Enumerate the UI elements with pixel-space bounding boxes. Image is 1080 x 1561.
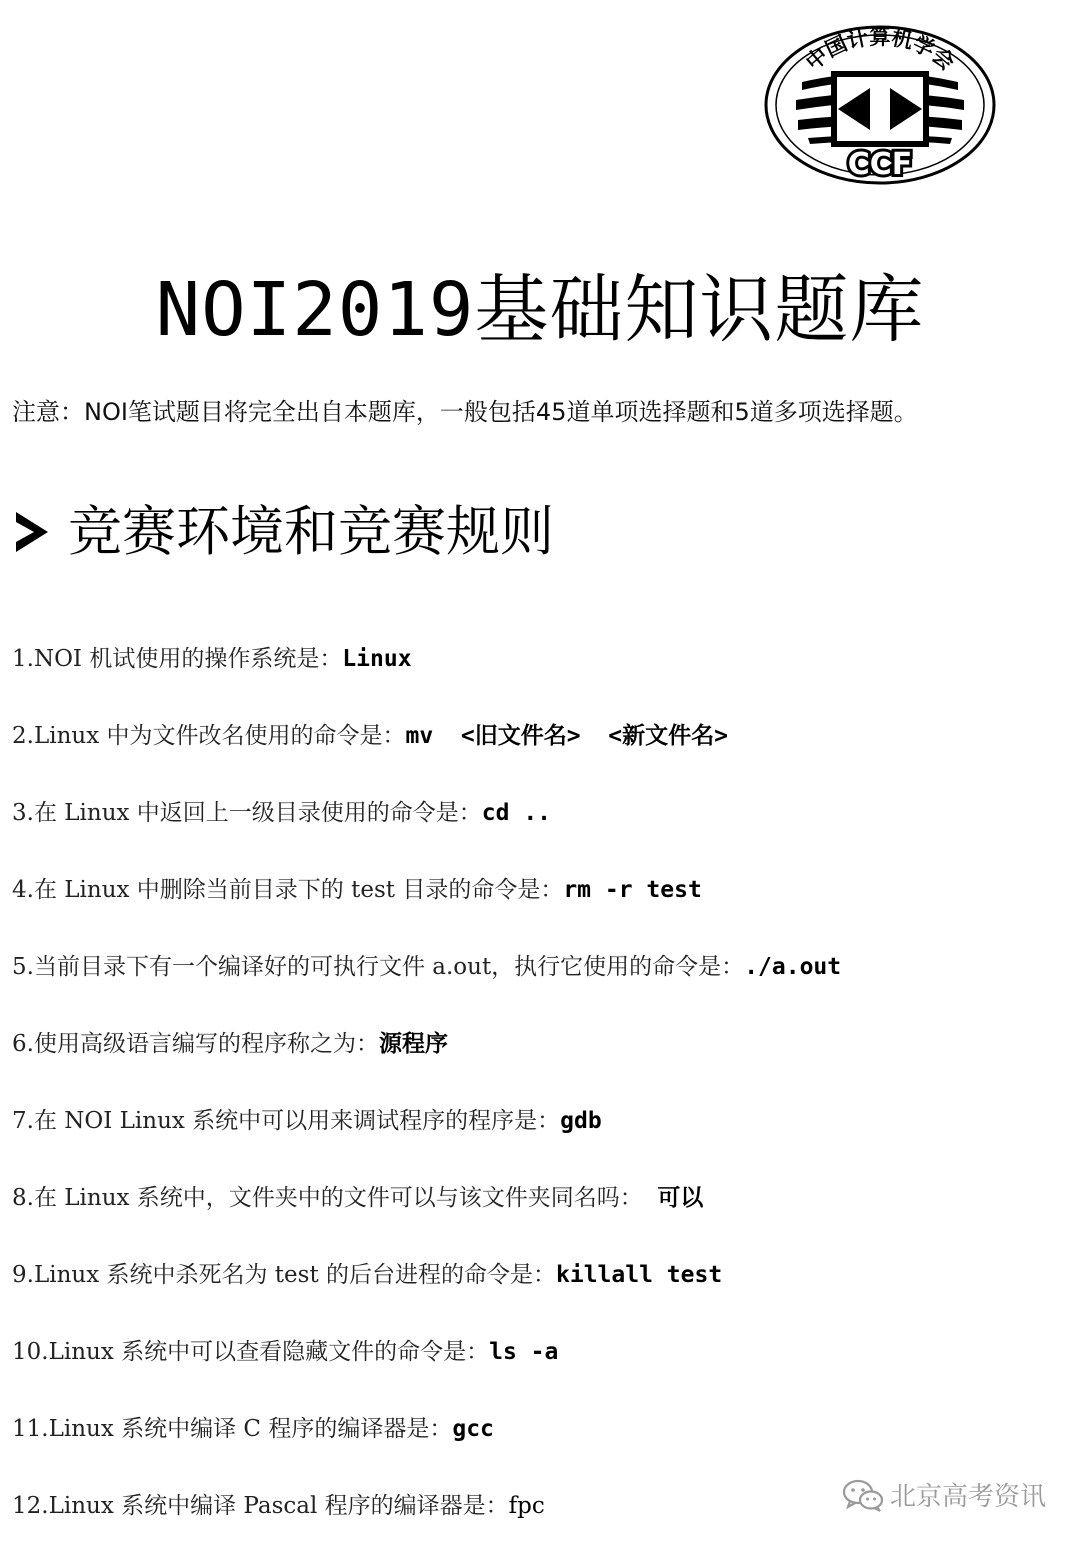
list-item bbox=[12, 1330, 841, 1407]
answer-text: ./a.out bbox=[744, 954, 842, 980]
question-text: 10.Linux 系统中可以查看隐藏文件的命令是： bbox=[12, 1339, 490, 1365]
answer-text: 源程序 bbox=[378, 1031, 448, 1057]
list-item bbox=[12, 1484, 841, 1561]
question-text: 6.使用高级语言编写的程序称之为： bbox=[12, 1031, 379, 1057]
arrow-right-icon bbox=[14, 510, 50, 554]
list-item bbox=[12, 1099, 841, 1176]
list-item bbox=[12, 714, 841, 791]
logo-text: 中国计算机学会 bbox=[801, 24, 959, 75]
answer-text: mv <旧文件名> <新文件名> bbox=[405, 723, 728, 749]
list-item bbox=[12, 1022, 841, 1099]
question-text: 8.在 Linux 系统中，文件夹中的文件可以与该文件夹同名吗： bbox=[12, 1185, 658, 1211]
question-text: 12.Linux 系统中编译 Pascal 程序的编译器是： bbox=[12, 1493, 509, 1519]
question-text: 1.NOI 机试使用的操作系统是： bbox=[12, 646, 343, 672]
notice-text: 注意：NOI笔试题目将完全出自本题库，一般包括45道单项选择题和5道多项选择题。 bbox=[12, 398, 918, 426]
answer-text: 可以 bbox=[657, 1185, 704, 1211]
answer-text: ls -a bbox=[489, 1339, 559, 1365]
list-item bbox=[12, 1253, 841, 1330]
watermark-text: 北京高考资讯 bbox=[890, 1482, 1047, 1512]
page-title: NOI2019基础知识题库 bbox=[155, 267, 925, 353]
question-text: 7.在 NOI Linux 系统中可以用来调试程序的程序是： bbox=[12, 1108, 561, 1134]
qa-list bbox=[12, 637, 841, 1561]
list-item bbox=[12, 1176, 841, 1253]
answer-text: gdb bbox=[560, 1108, 602, 1134]
question-text: 2.Linux 中为文件改名使用的命令是： bbox=[12, 723, 406, 749]
answer-text: rm -r test bbox=[563, 877, 702, 903]
answer-text: Linux bbox=[342, 646, 412, 672]
list-item bbox=[12, 637, 841, 714]
answer-text: fpc bbox=[508, 1493, 545, 1519]
section-heading bbox=[14, 494, 554, 570]
wechat-icon bbox=[842, 1477, 884, 1513]
question-text: 11.Linux 系统中编译 C 程序的编译器是： bbox=[12, 1416, 453, 1442]
question-text: 5.当前目录下有一个编译好的可执行文件 a.out，执行它使用的命令是： bbox=[12, 954, 745, 980]
list-item bbox=[12, 868, 841, 945]
question-text: 3.在 Linux 中返回上一级目录使用的命令是： bbox=[12, 800, 482, 826]
ccf-logo bbox=[762, 24, 998, 186]
watermark bbox=[842, 1476, 1046, 1513]
list-item bbox=[12, 791, 841, 868]
answer-text: cd .. bbox=[481, 800, 552, 826]
answer-text: gcc bbox=[452, 1416, 494, 1442]
list-item bbox=[12, 1407, 841, 1484]
logo-abbr: CCF bbox=[847, 147, 913, 182]
answer-text: killall test bbox=[556, 1262, 723, 1288]
section-title: 竞赛环境和竞赛规则 bbox=[68, 500, 554, 563]
question-text: 4.在 Linux 中删除当前目录下的 test 目录的命令是： bbox=[12, 877, 564, 903]
question-text: 9.Linux 系统中杀死名为 test 的后台进程的命令是： bbox=[12, 1262, 557, 1288]
list-item bbox=[12, 945, 841, 1022]
